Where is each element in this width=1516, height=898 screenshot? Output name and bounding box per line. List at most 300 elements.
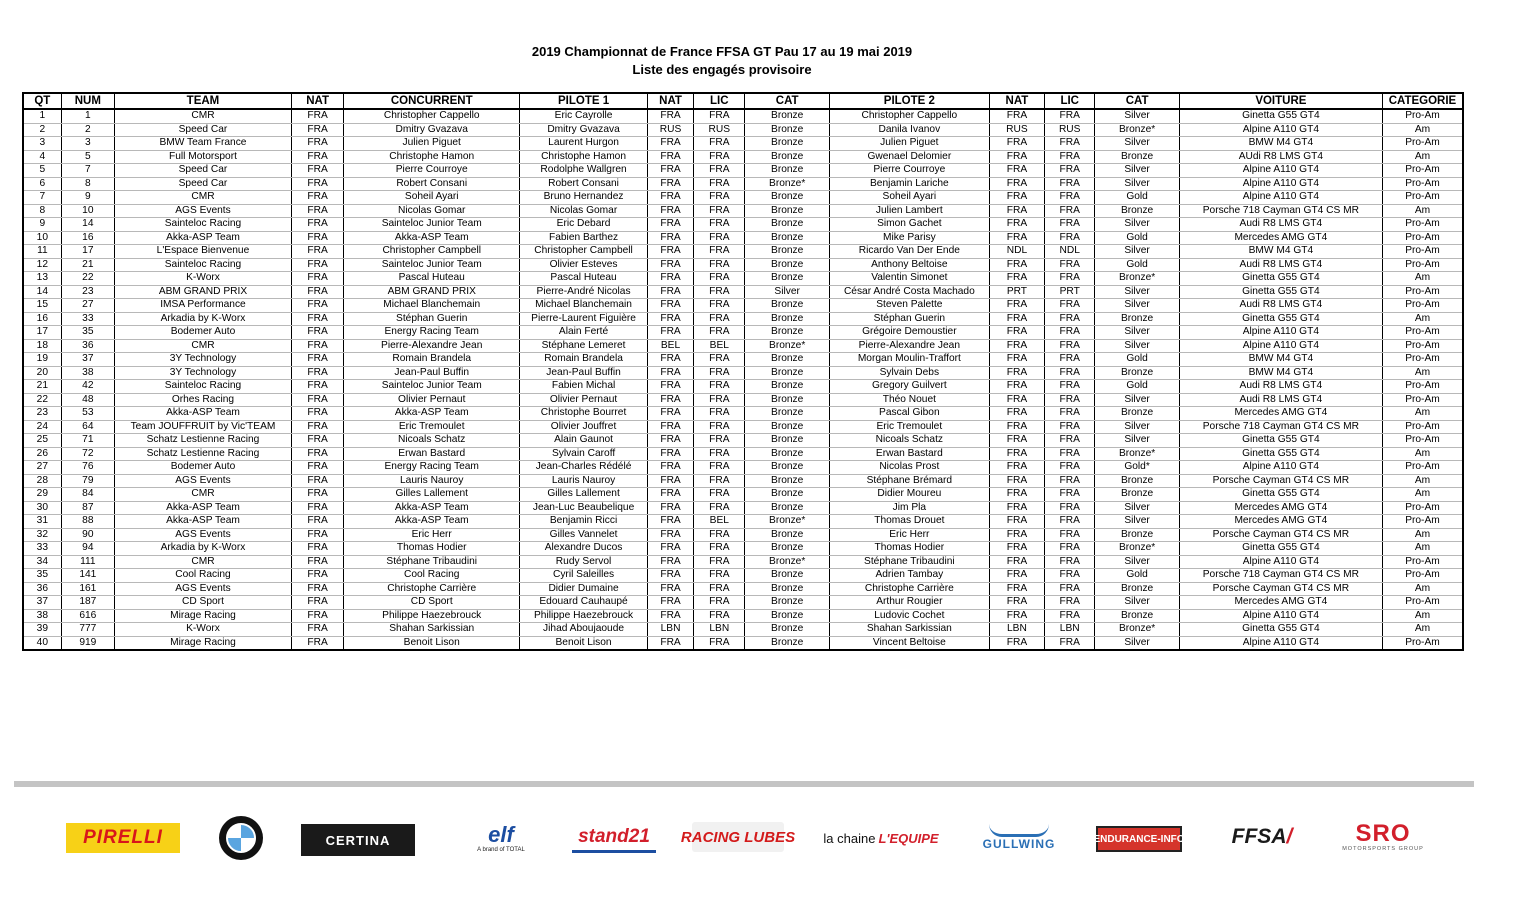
table-row (23, 245, 1463, 259)
table-cell: FRA (694, 434, 745, 448)
table-cell: BEL (694, 339, 745, 353)
table-cell: Pascal Huteau (344, 272, 520, 286)
table-cell: FRA (694, 245, 745, 259)
table-cell: PRT (1045, 285, 1095, 299)
table-cell: AUdi R8 LMS GT4 (1179, 150, 1382, 164)
table-cell: 2 (23, 123, 61, 137)
table-cell: Olivier Jouffret (520, 420, 648, 434)
table-cell: Nicoals Schatz (344, 434, 520, 448)
table-cell: FRA (291, 312, 343, 326)
table-row (23, 636, 1463, 650)
table-row (23, 285, 1463, 299)
table-cell: 3 (61, 137, 114, 151)
table-cell: 11 (23, 245, 61, 259)
table-cell: Bronze (745, 488, 829, 502)
table-cell: Gold* (1095, 461, 1179, 475)
table-cell: Sainteloc Junior Team (344, 218, 520, 232)
table-cell: FRA (1045, 204, 1095, 218)
table-row (23, 542, 1463, 556)
table-cell: 22 (23, 393, 61, 407)
table-cell: Bronze (745, 218, 829, 232)
table-cell: Erwan Bastard (344, 447, 520, 461)
table-cell: FRA (1045, 109, 1095, 123)
table-row (23, 461, 1463, 475)
table-cell: FRA (647, 515, 693, 529)
table-cell: Silver (1095, 636, 1179, 650)
table-cell: BMW M4 GT4 (1179, 245, 1382, 259)
table-cell: FRA (989, 231, 1044, 245)
table-row (23, 488, 1463, 502)
table-cell: Bronze (745, 299, 829, 313)
table-cell: Silver (1095, 596, 1179, 610)
table-cell: Bronze (745, 231, 829, 245)
table-row (23, 109, 1463, 123)
table-cell: Silver (1095, 245, 1179, 259)
table-cell: Ricardo Van Der Ende (829, 245, 989, 259)
table-cell: Mirage Racing (114, 636, 291, 650)
table-cell: FRA (291, 474, 343, 488)
table-cell: FRA (694, 218, 745, 232)
table-cell: Pro-Am (1382, 177, 1463, 191)
table-cell: 1 (23, 109, 61, 123)
table-cell: FRA (1045, 164, 1095, 178)
table-cell: FRA (291, 177, 343, 191)
table-cell: Ginetta G55 GT4 (1179, 434, 1382, 448)
table-cell: LBN (647, 623, 693, 637)
table-cell: FRA (1045, 515, 1095, 529)
table-row (23, 596, 1463, 610)
table-cell: FRA (291, 231, 343, 245)
table-cell: Ginetta G55 GT4 (1179, 272, 1382, 286)
table-cell: Ginetta G55 GT4 (1179, 488, 1382, 502)
table-cell: Sainteloc Junior Team (344, 380, 520, 394)
table-cell: FRA (694, 150, 745, 164)
table-cell: 21 (23, 380, 61, 394)
table-cell: Pro-Am (1382, 109, 1463, 123)
table-cell: Pierre-Alexandre Jean (829, 339, 989, 353)
column-header: CATEGORIE (1382, 93, 1463, 109)
table-cell: Silver (1095, 393, 1179, 407)
table-cell: Bronze* (745, 339, 829, 353)
table-cell: Pro-Am (1382, 285, 1463, 299)
table-cell: Bronze* (1095, 542, 1179, 556)
table-cell: FRA (694, 488, 745, 502)
table-cell: Bronze (745, 366, 829, 380)
column-header: LIC (1045, 93, 1095, 109)
table-cell: 37 (61, 353, 114, 367)
table-cell: Sylvain Caroff (520, 447, 648, 461)
table-cell: BEL (647, 339, 693, 353)
table-cell: 777 (61, 623, 114, 637)
table-cell: Bronze (745, 164, 829, 178)
table-cell: 34 (23, 555, 61, 569)
table-cell: Mercedes AMG GT4 (1179, 501, 1382, 515)
table-row (23, 353, 1463, 367)
table-cell: 90 (61, 528, 114, 542)
table-cell: Bronze (1095, 407, 1179, 421)
table-cell: FRA (291, 501, 343, 515)
table-row (23, 528, 1463, 542)
table-cell: FRA (291, 285, 343, 299)
table-cell: FRA (647, 326, 693, 340)
table-cell: FRA (291, 407, 343, 421)
table-row (23, 582, 1463, 596)
table-cell: FRA (989, 434, 1044, 448)
table-cell: FRA (1045, 353, 1095, 367)
table-cell: Pro-Am (1382, 258, 1463, 272)
table-cell: FRA (291, 299, 343, 313)
table-cell: FRA (647, 542, 693, 556)
table-cell: Pro-Am (1382, 299, 1463, 313)
table-cell: FRA (291, 191, 343, 205)
table-cell: LBN (1045, 623, 1095, 637)
table-cell: 14 (61, 218, 114, 232)
table-cell: Akka-ASP Team (344, 407, 520, 421)
table-cell: 79 (61, 474, 114, 488)
table-cell: LBN (989, 623, 1044, 637)
table-cell: Fabien Michal (520, 380, 648, 394)
table-cell: Bronze (745, 501, 829, 515)
ffsa-logo (1216, 824, 1308, 850)
table-cell: FRA (647, 528, 693, 542)
table-cell: Porsche Cayman GT4 CS MR (1179, 582, 1382, 596)
ffsa-wordmark: FFSA (1231, 825, 1287, 848)
table-cell: Gold (1095, 569, 1179, 583)
table-cell: NDL (1045, 245, 1095, 259)
table-cell: Dmitry Gvazava (520, 123, 648, 137)
page-subtitle: Liste des engagés provisoire (632, 62, 812, 77)
table-cell: Pascal Gibon (829, 407, 989, 421)
table-cell: FRA (647, 461, 693, 475)
column-header: NAT (989, 93, 1044, 109)
table-cell: Mike Parisy (829, 231, 989, 245)
table-cell: BMW M4 GT4 (1179, 137, 1382, 151)
table-cell: Romain Brandela (520, 353, 648, 367)
table-cell: Pro-Am (1382, 501, 1463, 515)
table-cell: FRA (291, 555, 343, 569)
elf-tagline: A brand of TOTAL (477, 847, 525, 853)
column-header: QT (23, 93, 61, 109)
table-cell: FRA (1045, 272, 1095, 286)
table-cell: Bronze (745, 596, 829, 610)
table-cell: FRA (989, 488, 1044, 502)
table-cell: FRA (1045, 366, 1095, 380)
table-cell: FRA (694, 312, 745, 326)
table-cell: Am (1382, 623, 1463, 637)
table-cell: 8 (23, 204, 61, 218)
table-cell: Am (1382, 542, 1463, 556)
table-cell: Cool Racing (114, 569, 291, 583)
table-cell: Silver (1095, 420, 1179, 434)
table-cell: Christopher Campbell (344, 245, 520, 259)
table-cell: 3Y Technology (114, 353, 291, 367)
table-cell: 88 (61, 515, 114, 529)
table-cell: Sainteloc Junior Team (344, 258, 520, 272)
table-cell: Pierre-Alexandre Jean (344, 339, 520, 353)
table-cell: Nicolas Prost (829, 461, 989, 475)
table-cell: Bronze (745, 272, 829, 286)
table-cell: FRA (1045, 312, 1095, 326)
table-cell: AGS Events (114, 582, 291, 596)
table-cell: Valentin Simonet (829, 272, 989, 286)
table-cell: 10 (61, 204, 114, 218)
table-cell: Alpine A110 GT4 (1179, 164, 1382, 178)
table-cell: 9 (23, 218, 61, 232)
table-cell: Michael Blanchemain (520, 299, 648, 313)
table-cell: Gold (1095, 353, 1179, 367)
table-cell: 27 (23, 461, 61, 475)
table-cell: IMSA Performance (114, 299, 291, 313)
table-cell: Am (1382, 609, 1463, 623)
table-cell: 19 (23, 353, 61, 367)
table-cell: NDL (989, 245, 1044, 259)
table-cell: FRA (291, 245, 343, 259)
table-cell: Erwan Bastard (829, 447, 989, 461)
table-cell: Eric Debard (520, 218, 648, 232)
table-cell: Mercedes AMG GT4 (1179, 231, 1382, 245)
table-cell: Christophe Bourret (520, 407, 648, 421)
table-cell: FRA (1045, 339, 1095, 353)
table-cell: RUS (694, 123, 745, 137)
column-header: VOITURE (1179, 93, 1382, 109)
table-cell: Olivier Pernaut (344, 393, 520, 407)
table-cell: 3Y Technology (114, 366, 291, 380)
table-row (23, 177, 1463, 191)
table-cell: 7 (23, 191, 61, 205)
table-cell: FRA (291, 420, 343, 434)
table-cell: FRA (291, 366, 343, 380)
sro-wordmark: SRO (1355, 819, 1411, 847)
table-cell: FRA (291, 461, 343, 475)
table-cell: FRA (694, 596, 745, 610)
table-cell: FRA (291, 137, 343, 151)
table-cell: Alexandre Ducos (520, 542, 648, 556)
gullwing-logo (978, 818, 1060, 856)
table-cell: FRA (989, 636, 1044, 650)
table-cell: FRA (1045, 609, 1095, 623)
table-cell: Pro-Am (1382, 596, 1463, 610)
table-cell: FRA (1045, 137, 1095, 151)
elf-wordmark: elf (488, 822, 514, 847)
table-cell: Silver (1095, 164, 1179, 178)
table-cell: Bronze (745, 407, 829, 421)
table-cell: Am (1382, 204, 1463, 218)
table-cell: Pierre-André Nicolas (520, 285, 648, 299)
stand21-logo: stand21 (572, 824, 656, 853)
table-cell: ABM GRAND PRIX (114, 285, 291, 299)
table-cell: Pro-Am (1382, 393, 1463, 407)
table-cell: Bruno Hernandez (520, 191, 648, 205)
table-cell: 9 (61, 191, 114, 205)
table-cell: 24 (23, 420, 61, 434)
table-row (23, 623, 1463, 637)
table-cell: Sainteloc Racing (114, 218, 291, 232)
table-cell: 94 (61, 542, 114, 556)
table-cell: Schatz Lestienne Racing (114, 434, 291, 448)
table-cell: Audi R8 LMS GT4 (1179, 393, 1382, 407)
table-cell: Bronze (745, 137, 829, 151)
table-cell: Audi R8 LMS GT4 (1179, 299, 1382, 313)
table-cell: FRA (1045, 488, 1095, 502)
table-cell: Jean-Luc Beaubelique (520, 501, 648, 515)
table-cell: 31 (23, 515, 61, 529)
table-cell: 28 (23, 474, 61, 488)
table-cell: Bronze* (1095, 623, 1179, 637)
table-cell: Jean-Paul Buffin (520, 366, 648, 380)
table-cell: 35 (61, 326, 114, 340)
table-cell: Christopher Cappello (829, 109, 989, 123)
table-cell: CMR (114, 555, 291, 569)
table-cell: FRA (1045, 596, 1095, 610)
table-cell: Akka-ASP Team (114, 231, 291, 245)
table-cell: 87 (61, 501, 114, 515)
table-cell: 16 (23, 312, 61, 326)
table-cell: FRA (989, 380, 1044, 394)
table-cell: 187 (61, 596, 114, 610)
table-cell: FRA (647, 258, 693, 272)
table-cell: FRA (291, 582, 343, 596)
table-cell: Gold (1095, 191, 1179, 205)
table-cell: FRA (291, 623, 343, 637)
table-cell: FRA (1045, 420, 1095, 434)
table-cell: AGS Events (114, 528, 291, 542)
table-cell: RUS (647, 123, 693, 137)
table-cell: Christopher Cappello (344, 109, 520, 123)
table-cell: Soheil Ayari (344, 191, 520, 205)
table-cell: Bronze (745, 528, 829, 542)
table-cell: Am (1382, 366, 1463, 380)
table-cell: Ginetta G55 GT4 (1179, 312, 1382, 326)
table-cell: 161 (61, 582, 114, 596)
table-cell: Bronze (745, 204, 829, 218)
table-cell: Bronze (745, 434, 829, 448)
table-cell: Christophe Carrière (829, 582, 989, 596)
table-cell: FRA (1045, 474, 1095, 488)
table-cell: FRA (694, 191, 745, 205)
gullwing-wordmark: GULLWING (982, 836, 1056, 851)
sro-tagline: MOTORSPORTS GROUP (1342, 845, 1424, 852)
table-cell: RUS (1045, 123, 1095, 137)
table-cell: Arkadia by K-Worx (114, 542, 291, 556)
table-row (23, 447, 1463, 461)
table-cell: FRA (647, 272, 693, 286)
table-cell: Pro-Am (1382, 636, 1463, 650)
table-cell: FRA (291, 515, 343, 529)
table-cell: FRA (647, 191, 693, 205)
table-cell: FRA (989, 474, 1044, 488)
table-cell: FRA (694, 258, 745, 272)
table-cell: FRA (694, 285, 745, 299)
table-cell: K-Worx (114, 272, 291, 286)
column-header: NAT (291, 93, 343, 109)
table-cell: 39 (23, 623, 61, 637)
table-cell: Pro-Am (1382, 434, 1463, 448)
table-cell: FRA (694, 353, 745, 367)
table-cell: Eric Herr (344, 528, 520, 542)
table-cell: FRA (989, 366, 1044, 380)
table-cell: PRT (989, 285, 1044, 299)
table-cell: FRA (291, 569, 343, 583)
table-cell: FRA (694, 420, 745, 434)
table-cell: Speed Car (114, 123, 291, 137)
table-cell: FRA (647, 501, 693, 515)
table-row (23, 204, 1463, 218)
table-cell: Speed Car (114, 177, 291, 191)
table-cell: FRA (989, 447, 1044, 461)
table-cell: FRA (694, 609, 745, 623)
table-cell: Steven Palette (829, 299, 989, 313)
table-header-row (23, 93, 1463, 109)
table-row (23, 123, 1463, 137)
table-cell: FRA (647, 447, 693, 461)
table-cell: Silver (1095, 339, 1179, 353)
table-cell: Silver (1095, 326, 1179, 340)
table-cell: Ludovic Cochet (829, 609, 989, 623)
table-cell: FRA (1045, 636, 1095, 650)
table-cell: FRA (1045, 528, 1095, 542)
table-cell: Arthur Rougier (829, 596, 989, 610)
table-cell: Cool Racing (344, 569, 520, 583)
column-header: PILOTE 2 (829, 93, 989, 109)
table-cell: Bronze (745, 353, 829, 367)
table-cell: FRA (694, 177, 745, 191)
table-cell: FRA (1045, 447, 1095, 461)
table-cell: Am (1382, 150, 1463, 164)
table-cell: Vincent Beltoise (829, 636, 989, 650)
column-header: CAT (745, 93, 829, 109)
table-cell: FRA (694, 582, 745, 596)
table-cell: Jean-Paul Buffin (344, 366, 520, 380)
table-cell: FRA (989, 528, 1044, 542)
table-row (23, 420, 1463, 434)
table-cell: FRA (989, 461, 1044, 475)
table-cell: Pro-Am (1382, 380, 1463, 394)
table-cell: FRA (989, 164, 1044, 178)
table-cell: Am (1382, 447, 1463, 461)
table-cell: FRA (1045, 191, 1095, 205)
table-cell: FRA (989, 204, 1044, 218)
table-cell: 15 (23, 299, 61, 313)
table-cell: FRA (1045, 582, 1095, 596)
table-cell: AGS Events (114, 204, 291, 218)
table-cell: Porsche Cayman GT4 CS MR (1179, 474, 1382, 488)
table-cell: Silver (1095, 285, 1179, 299)
table-cell: CMR (114, 109, 291, 123)
table-cell: FRA (647, 582, 693, 596)
table-cell: Audi R8 LMS GT4 (1179, 380, 1382, 394)
table-cell: FRA (989, 596, 1044, 610)
table-cell: FRA (989, 218, 1044, 232)
table-cell: Jihad Aboujaoude (520, 623, 648, 637)
table-cell: Bronze (745, 393, 829, 407)
table-cell: Gold (1095, 258, 1179, 272)
table-cell: Gilles Lallement (520, 488, 648, 502)
table-cell: Philippe Haezebrouck (520, 609, 648, 623)
table-cell: Rodolphe Wallgren (520, 164, 648, 178)
table-cell: Gold (1095, 231, 1179, 245)
table-cell: 20 (23, 366, 61, 380)
table-cell: Sainteloc Racing (114, 380, 291, 394)
table-cell: FRA (989, 501, 1044, 515)
table-cell: Bronze (745, 245, 829, 259)
table-cell: Christophe Hamon (520, 150, 648, 164)
column-header: CONCURRENT (344, 93, 520, 109)
table-cell: Grégoire Demoustier (829, 326, 989, 340)
table-cell: Pro-Am (1382, 420, 1463, 434)
table-cell: Bronze (1095, 312, 1179, 326)
table-cell: Pro-Am (1382, 218, 1463, 232)
racing-lubes-logo: RACING LUBES (692, 822, 784, 852)
